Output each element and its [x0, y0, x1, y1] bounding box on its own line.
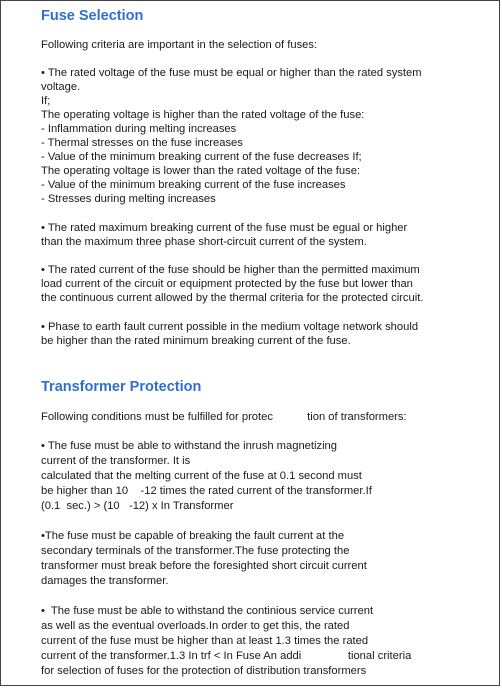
text-line: •The fuse must be capable of breaking the fault current at the	[41, 530, 345, 542]
text-line: The operating voltage is lower than the rated voltage of the fuse:	[41, 165, 361, 177]
text-line: damages the transformer.	[41, 575, 169, 587]
text-line: If;	[41, 95, 51, 107]
text-line: current of the fuse must be higher than at least 1.3 times the rated	[41, 635, 369, 647]
text-line: be higher than 10 -12 times the rated current of the transformer.If	[41, 485, 372, 497]
text-line: the continuous current allowed by the thermal criteria for the protected circuit.	[41, 292, 424, 304]
heading-transformer-protection: Transformer Protection	[41, 379, 202, 395]
text-line: Following criteria are important in the selection of fuses:	[41, 39, 318, 51]
text-line: (0.1 sec.) > (10 -12) x In Transformer	[41, 500, 234, 512]
text-line: current of the transformer. It is	[41, 455, 191, 467]
text-line: • The fuse must be able to withstand the continious service current	[41, 605, 374, 617]
text-line: The operating voltage is higher than the rated voltage of the fuse:	[41, 109, 365, 121]
text-line: - Value of the minimum breaking current of the fuse increases	[41, 179, 346, 191]
text-line: for selection of fuses for the protection of distribution transformers	[41, 665, 367, 677]
text-line: than the maximum three phase short-circuit current of the system.	[41, 236, 367, 248]
text-line: - Thermal stresses on the fuse increases	[41, 137, 243, 149]
heading-fuse-selection: Fuse Selection	[41, 8, 144, 24]
text-line: - Value of the minimum breaking current of the fuse decreases If;	[41, 151, 362, 163]
text-line: - Inflammation during melting increases	[41, 123, 237, 135]
text-line: calculated that the melting current of the fuse at 0.1 second must	[41, 470, 362, 482]
text-line: load current of the circuit or equipment protected by the fuse but lower than	[41, 278, 413, 290]
text-line: as well as the eventual overloads.In order to get this, the rated	[41, 620, 350, 632]
text-line: • The rated voltage of the fuse must be equal or higher than the rated system	[41, 67, 422, 79]
text-line: transformer must break before the foresighted short circuit current	[41, 560, 367, 572]
text-line: voltage.	[41, 81, 81, 93]
text-line: • The fuse must be able to withstand the inrush magnetizing	[41, 440, 337, 452]
text-line: secondary terminals of the transformer.The fuse protecting the	[41, 545, 350, 557]
text-line: • Phase to earth fault current possible in the medium voltage network should	[41, 321, 419, 333]
text-line: be higher than the rated minimum breaking current of the fuse.	[41, 335, 351, 347]
text-line: Following conditions must be fulfilled for protec tion of transformers:	[41, 411, 407, 423]
text-line: - Stresses during melting increases	[41, 193, 216, 205]
text-line: current of the transformer.1.3 In trf < In Fuse An addi tional criteria	[41, 650, 412, 662]
text-line: • The rated current of the fuse should be higher than the permitted maximum	[41, 264, 420, 276]
text-line: • The rated maximum breaking current of the fuse must be egual or higher	[41, 222, 408, 234]
